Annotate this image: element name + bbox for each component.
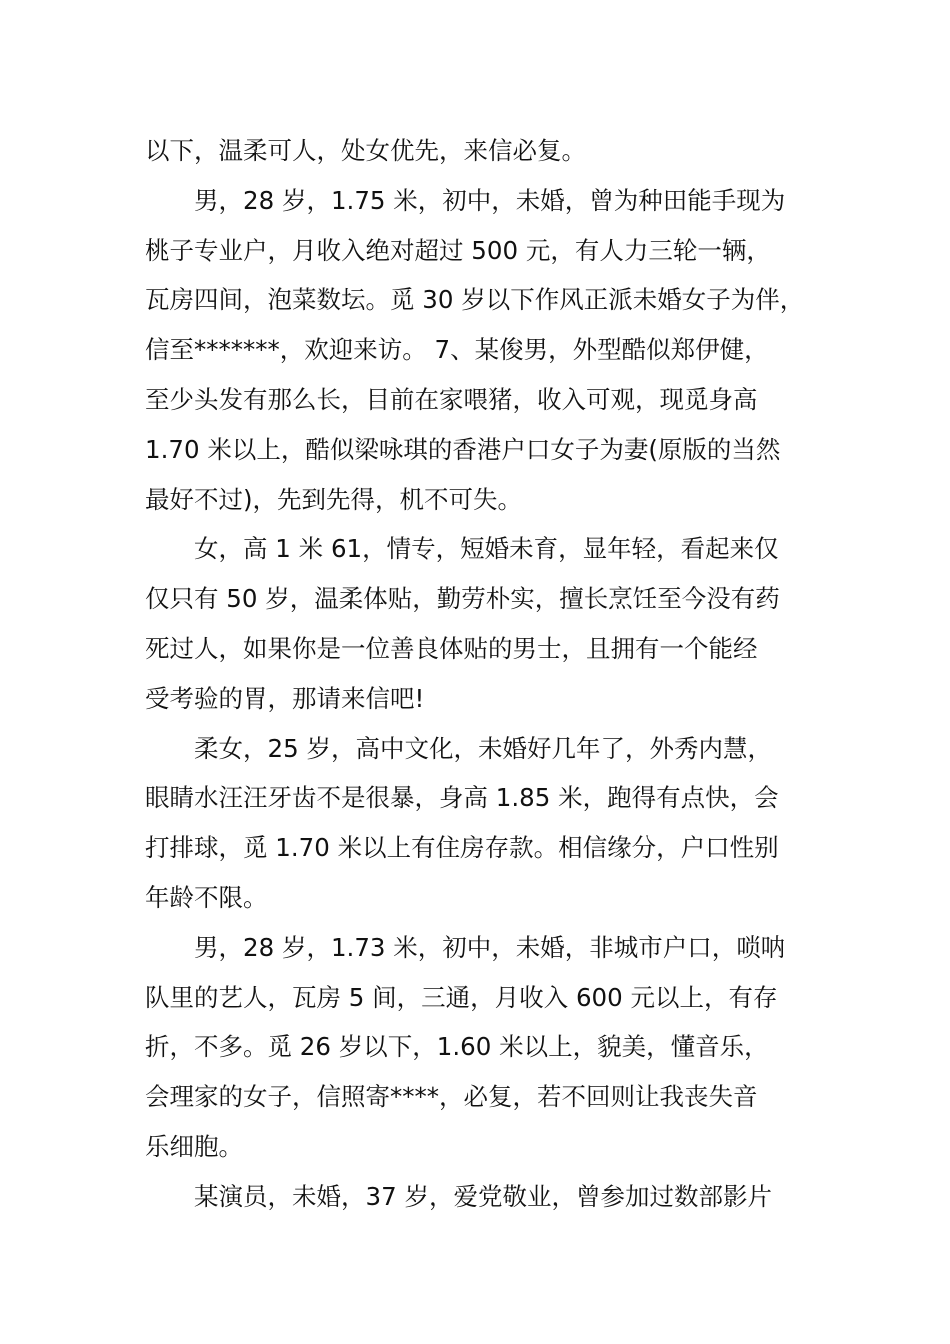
text-line: 桃子专业户，月收入绝对超过 500 元，有人力三轮一辆， — [145, 235, 771, 265]
text-line: 至少头发有那么长，目前在家喂猪，收入可观，现觅身高 — [145, 384, 758, 414]
text-line: 打排球，觅 1.70 米以上有住房存款。相信缘分，户口性别 — [145, 833, 779, 863]
text-line: 男，28 岁，1.75 米，初中，未婚，曾为种田能手现为 — [194, 185, 786, 215]
text-line: 1.70 米以上，酷似梁咏琪的香港户口女子为妻(原版的当然 — [145, 434, 781, 464]
text-line: 柔女，25 岁，高中文化，未婚好几年了，外秀内慧， — [194, 733, 772, 763]
text-line: 队里的艺人，瓦房 5 间，三通，月收入 600 元以上，有存 — [145, 982, 778, 1012]
document-body — [145, 126, 815, 1222]
text-line: 男，28 岁，1.73 米，初中，未婚，非城市户口，唢呐 — [194, 932, 786, 962]
text-line: 信至*******，欢迎来访。 7、某俊男，外型酷似郑伊健， — [145, 335, 769, 365]
text-line: 眼睛水汪汪牙齿不是很暴，身高 1.85 米，跑得有点快，会 — [145, 783, 779, 813]
text-line: 年龄不限。 — [145, 882, 268, 912]
text-line: 会理家的女子，信照寄****，必复，若不回则让我丧失音 — [145, 1082, 758, 1112]
text-line: 最好不过)，先到先得，机不可失。 — [145, 484, 523, 514]
text-line: 女，高 1 米 61，情专，短婚未育，显年轻，看起来仅 — [194, 534, 779, 564]
text-line: 仅只有 50 岁，温柔体贴，勤劳朴实，擅长烹饪至今没有药 — [145, 584, 780, 614]
text-line: 某演员，未婚，37 岁，爱党敬业，曾参加过数部影片 — [194, 1181, 772, 1211]
text-line: 瓦房四间，泡菜数坛。觅 30 岁以下作风正派未婚女子为伴， — [145, 285, 805, 315]
text-line: 死过人，如果你是一位善良体贴的男士，且拥有一个能经 — [145, 633, 758, 663]
text-line: 受考验的胃，那请来信吧! — [145, 683, 425, 713]
text-line: 折，不多。觅 26 岁以下，1.60 米以上，貌美，懂音乐， — [145, 1032, 769, 1062]
text-line: 乐细胞。 — [145, 1131, 243, 1161]
text-line: 以下，温柔可人，处女优先，来信必复。 — [145, 136, 586, 165]
